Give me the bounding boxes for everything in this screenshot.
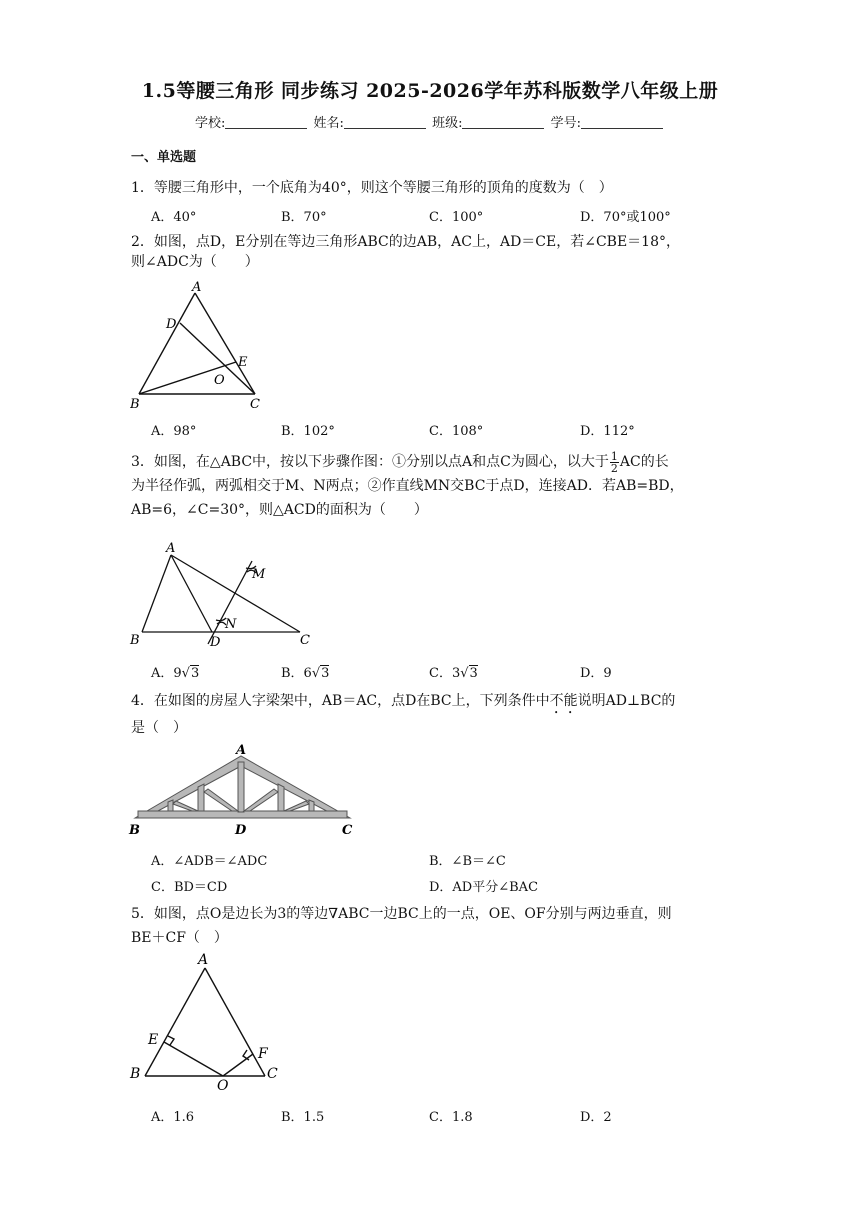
question-3-figure [128, 540, 328, 655]
option-a[interactable]: A．1.6 [151, 1110, 195, 1125]
fig-label: E [238, 355, 248, 370]
school-blank[interactable] [225, 116, 307, 129]
school-label: 学校: [195, 116, 226, 131]
number-blank[interactable] [581, 116, 663, 129]
question-text-line2: 为半径作弧，两弧相交于M、N两点；②作直线MN交BC于点D，连接AD．若AB=BD， [131, 478, 684, 494]
student-info-line [0, 112, 860, 131]
question-text-line1: 如图，点O是边长为3的等边∇ABC一边BC上的一点，OE、OF分别与两边垂直，则 [153, 906, 672, 922]
option-d[interactable]: D．2 [580, 1110, 612, 1125]
fig-label: E [148, 1032, 159, 1048]
class-label: 班级: [432, 116, 463, 131]
name-blank[interactable] [344, 116, 426, 129]
number-label: 学号: [550, 116, 581, 131]
question-4 [131, 690, 731, 739]
question-2-figure [130, 278, 270, 413]
fig-label: A [166, 541, 176, 556]
question-number: 5． [131, 906, 154, 922]
fig-label: N [225, 617, 237, 632]
option-d[interactable]: D．AD平分∠BAC [429, 880, 539, 895]
page-title: 1.5等腰三角形 同步练习 2025-2026学年苏科版数学八年级上册 [141, 80, 719, 102]
question-5-figure [128, 950, 288, 1092]
question-text: 等腰三角形中，一个底角为40°，则这个等腰三角形的顶角的度数为（ ） [153, 180, 613, 196]
fig-label: B [129, 823, 140, 838]
emphasized-word: 不能 [549, 693, 578, 709]
fig-label: B [130, 1066, 141, 1082]
option-b[interactable]: B．1.5 [281, 1110, 325, 1125]
fig-label: B [130, 397, 140, 412]
fig-label: M [252, 567, 266, 582]
fig-label: C [342, 823, 353, 838]
question-number: 2． [131, 234, 154, 250]
question-text-line3: AB=6，∠C=30°，则△ACD的面积为（ ） [131, 502, 428, 518]
option-a[interactable]: A．40° [151, 210, 197, 225]
question-number: 1． [131, 180, 154, 196]
option-b[interactable]: B．102° [281, 424, 335, 439]
question-1 [131, 178, 731, 198]
fig-label: O [214, 373, 225, 388]
fig-label: O [217, 1078, 229, 1092]
option-d[interactable]: D．70°或100° [580, 210, 671, 225]
option-c[interactable]: C．108° [429, 424, 484, 439]
question-2 [131, 232, 731, 272]
fig-label: B [130, 633, 140, 648]
fig-label: F [258, 1046, 268, 1062]
fig-label: A [192, 280, 202, 295]
option-b[interactable]: B．∠B＝∠C [429, 854, 506, 869]
option-c[interactable]: C．100° [429, 210, 484, 225]
name-label: 姓名: [313, 116, 344, 131]
option-c[interactable]: C．3√3 [429, 666, 478, 681]
fig-label: A [198, 952, 209, 968]
question-text-line2: 则∠ADC为（ ） [131, 254, 259, 270]
option-c[interactable]: C．BD＝CD [151, 880, 228, 895]
question-text-line1a: 如图，在△ABC中，按以下步骤作图：①分别以点A和点C为圆心，以大于 [153, 454, 609, 470]
fig-label: D [210, 635, 221, 650]
option-c[interactable]: C．1.8 [429, 1110, 473, 1125]
question-4-truss-figure [128, 740, 360, 840]
question-number: 3． [131, 454, 154, 470]
sqrt-sign: √ [460, 666, 469, 681]
sqrt-sign: √ [311, 666, 321, 681]
option-a[interactable]: A．∠ADB＝∠ADC [151, 854, 268, 869]
question-text-line2: BE＋CF（ ） [131, 930, 228, 946]
class-blank[interactable] [462, 116, 544, 129]
fig-label: D [235, 823, 247, 838]
option-d[interactable]: D．112° [580, 424, 635, 439]
fig-label: C [300, 633, 310, 648]
section-heading: 一、单选题 [131, 150, 197, 165]
fraction-one-half: $\frac{1}{2}$ [610, 449, 618, 475]
option-d[interactable]: D．9 [580, 666, 612, 681]
question-text-line1b: AC的长 [619, 454, 669, 470]
fig-label: C [267, 1066, 278, 1082]
option-b[interactable]: B．6√3 [281, 666, 330, 681]
question-text-line1: 如图，点D，E分别在等边三角形ABC的边AB，AC上，AD＝CE，若∠CBE＝18°， [153, 234, 680, 250]
fig-label: D [166, 317, 177, 332]
option-a[interactable]: A．98° [151, 424, 197, 439]
question-number: 4． [131, 693, 154, 709]
question-3 [131, 450, 741, 522]
sqrt-sign: √ [181, 666, 190, 681]
question-text-line2: 是（ ） [131, 720, 187, 736]
question-5 [131, 902, 731, 950]
option-a[interactable]: A．9√3 [151, 666, 200, 681]
option-b[interactable]: B．70° [281, 210, 327, 225]
question-text-line1a: 在如图的房屋人字梁架中，AB＝AC，点D在BC上，下列条件中 [153, 693, 550, 709]
fig-label: C [250, 397, 260, 412]
question-text-line1b: 说明AD⊥BC的 [577, 693, 676, 709]
fig-label: A [236, 743, 247, 758]
